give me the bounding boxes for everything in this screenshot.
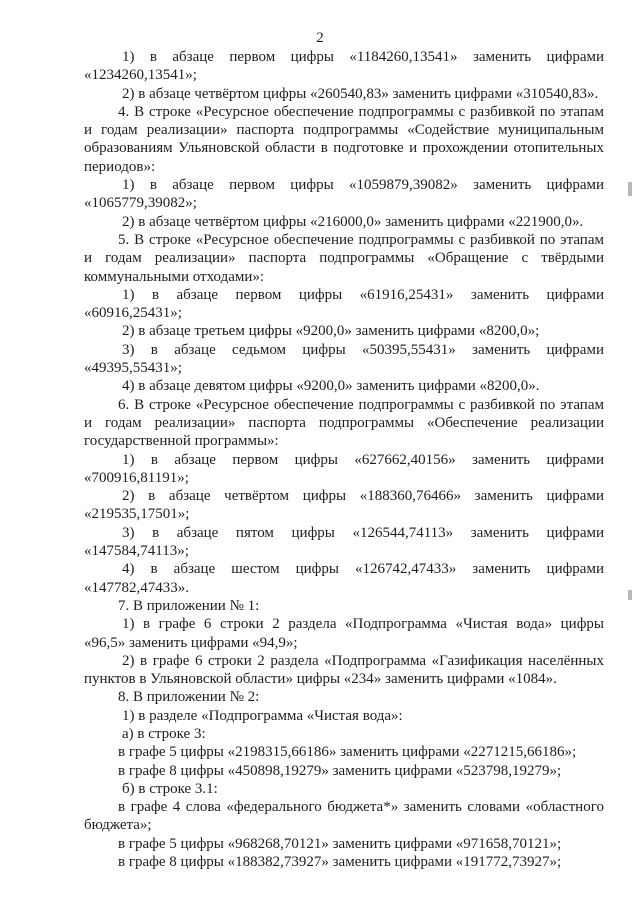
text-line: 6. В строке «Ресурсное обеспечение подпрограммы с разбивкой по этапам bbox=[118, 396, 604, 413]
scan-artifact-mark bbox=[628, 182, 632, 196]
text-line: 2) в абзаце четвёртом цифры «216000,0» заменить цифрами «221900,0». bbox=[122, 213, 584, 230]
text-line: и годам реализации» паспорта подпрограммы «Содействие муниципальным bbox=[84, 122, 604, 139]
text-line: 1) в абзаце первом цифры «627662,40156» заменить цифрами bbox=[122, 451, 604, 468]
text-line: 2) в графе 6 строки 2 раздела «Подпрограмма «Газификация населённых bbox=[122, 652, 604, 669]
text-line: 2) в абзаце четвёртом цифры «260540,83» заменить цифрами «310540,83». bbox=[122, 85, 599, 102]
text-line: 2) в абзаце третьем цифры «9200,0» заменить цифрами «8200,0»; bbox=[122, 323, 540, 340]
text-line: «1234260,13541»; bbox=[84, 67, 197, 84]
text-line: образованиям Ульяновской области в подготовке и прохождении отопительных bbox=[84, 140, 604, 157]
text-line: 7. В приложении № 1: bbox=[118, 597, 260, 614]
text-line: «1065779,39082»; bbox=[84, 195, 197, 212]
text-line: 3) в абзаце седьмом цифры «50395,55431» заменить цифрами bbox=[122, 341, 604, 358]
text-line: 1) в графе 6 строки 2 раздела «Подпрограмма «Чистая вода» цифры bbox=[122, 616, 604, 633]
text-line: и годам реализации» паспорта подпрограммы «Обращение с твёрдыми bbox=[84, 250, 604, 267]
text-line: «219535,17501»; bbox=[84, 506, 190, 523]
text-line: 1) в абзаце первом цифры «1059879,39082» заменить цифрами bbox=[122, 177, 604, 194]
text-line: коммунальными отходами»: bbox=[84, 268, 265, 285]
text-line: «60916,25431»; bbox=[84, 305, 182, 322]
text-line: 3) в абзаце пятом цифры «126544,74113» заменить цифрами bbox=[122, 524, 604, 541]
text-line: в графе 4 слова «федерального бюджета*» заменить словами «областного bbox=[118, 799, 604, 816]
text-line: 1) в абзаце первом цифры «61916,25431» заменить цифрами bbox=[122, 286, 604, 303]
text-line: государственной программы»: bbox=[84, 433, 279, 450]
page-number: 2 bbox=[316, 30, 324, 46]
text-line: в графе 5 цифры «2198315,66186» заменить цифрами «2271215,66186»; bbox=[118, 744, 577, 761]
text-line: «147584,74113»; bbox=[84, 543, 189, 560]
text-line: пунктов в Ульяновской области» цифры «234» заменить цифрами «1084». bbox=[84, 671, 557, 688]
document-body bbox=[84, 48, 604, 871]
text-line: «147782,47433». bbox=[84, 579, 189, 596]
text-line: 4) в абзаце девятом цифры «9200,0» заменить цифрами «8200,0». bbox=[122, 378, 540, 395]
text-line: 1) в абзаце первом цифры «1184260,13541» заменить цифрами bbox=[122, 49, 604, 65]
text-line: 4) в абзаце шестом цифры «126742,47433» заменить цифрами bbox=[122, 561, 604, 578]
text-line: «96,5» заменить цифрами «94,9»; bbox=[84, 634, 298, 651]
text-line: «700916,81191»; bbox=[84, 469, 189, 486]
scan-artifact-mark bbox=[628, 590, 632, 600]
text-line: и годам реализации» паспорта подпрограммы «Обеспечение реализации bbox=[84, 414, 604, 431]
text-line: 5. В строке «Ресурсное обеспечение подпрограммы с разбивкой по этапам bbox=[118, 231, 604, 248]
text-line: 8. В приложении № 2: bbox=[118, 689, 260, 706]
text-line: бюджета»; bbox=[84, 817, 152, 834]
text-line: в графе 5 цифры «968268,70121» заменить цифрами «971658,70121»; bbox=[118, 835, 562, 852]
text-line: а) в строке 3: bbox=[122, 725, 206, 742]
text-line: в графе 8 цифры «450898,19279» заменить цифрами «523798,19279»; bbox=[118, 762, 562, 779]
text-line: в графе 8 цифры «188382,73927» заменить цифрами «191772,73927»; bbox=[118, 854, 562, 871]
text-line: 2) в абзаце четвёртом цифры «188360,76466» заменить цифрами bbox=[122, 488, 604, 505]
text-line: периодов»: bbox=[84, 158, 156, 175]
text-line: 1) в разделе «Подпрограмма «Чистая вода»: bbox=[122, 707, 403, 724]
text-line: «49395,55431»; bbox=[84, 360, 182, 377]
text-line: 4. В строке «Ресурсное обеспечение подпрограммы с разбивкой по этапам bbox=[118, 103, 604, 120]
text-line: б) в строке 3.1: bbox=[122, 780, 218, 797]
